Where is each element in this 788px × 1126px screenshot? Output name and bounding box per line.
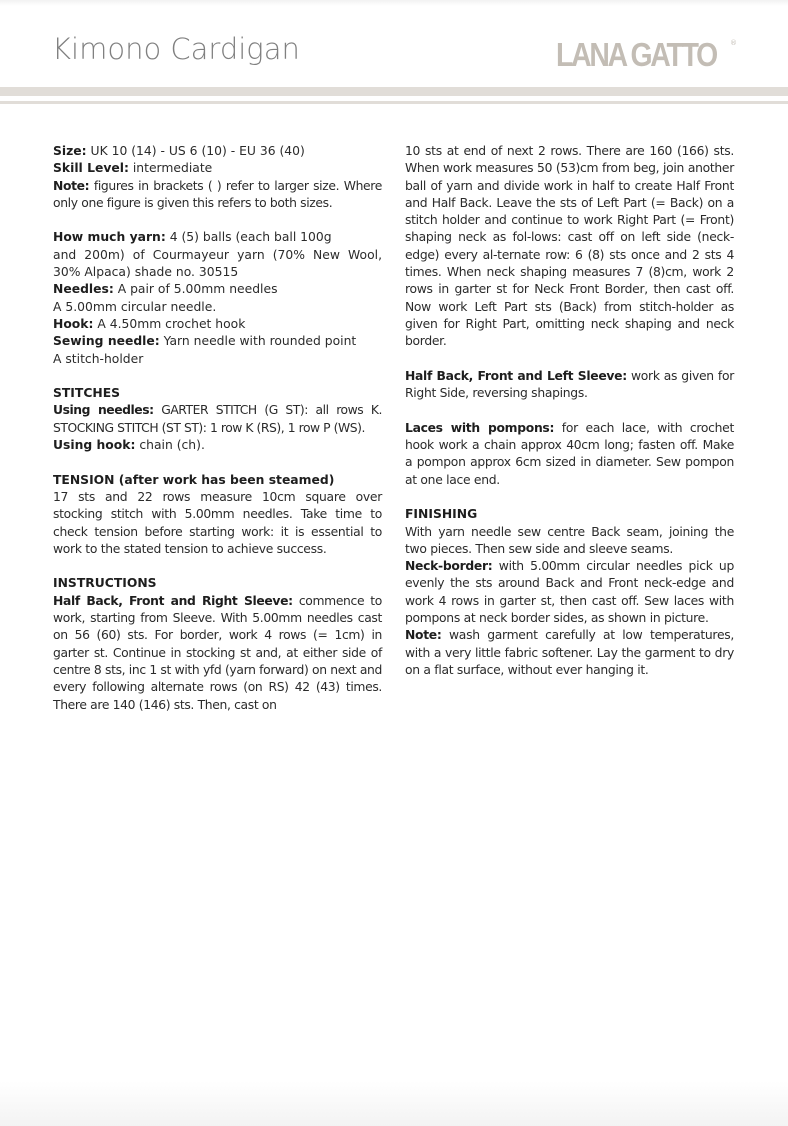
using-hook-label: Using hook: <box>53 438 136 453</box>
neck-border-label: Neck-border: <box>405 559 493 574</box>
instructions-heading: INSTRUCTIONS <box>53 576 157 591</box>
sewing-needle-line <box>53 333 382 350</box>
left-sleeve-label: Half Back, Front and Left Sleeve: <box>405 368 627 383</box>
sewing-value: Yarn needle with rounded point <box>159 334 357 349</box>
laces-text: for each lace, with crochet hook work a chain approx 40cm long; fasten off. Make a pompon approx 6cm sized in diameter. Sew pompon at one lace end. <box>405 420 735 487</box>
yarn-value-1: 4 (5) balls (each ball 100g <box>165 230 332 245</box>
circular-needle-line: A 5.00mm circular needle. <box>53 299 217 314</box>
finishing-heading: FINISHING <box>405 507 478 522</box>
right-column <box>405 143 734 679</box>
yarn-label: How much yarn: <box>53 230 166 245</box>
right-sleeve-label: Half Back, Front and Right Sleeve: <box>53 593 293 608</box>
size-value: UK 10 (14) - US 6 (10) - EU 36 (40) <box>86 144 305 158</box>
needles-label: Needles: <box>53 282 114 297</box>
yarn-line-2 <box>53 247 382 282</box>
page-title: Kimono Cardigan <box>52 32 300 66</box>
needles-line <box>53 281 382 298</box>
skill-line <box>53 160 382 177</box>
note-paragraph <box>53 178 382 213</box>
logo-wordmark: LANA GATTO <box>556 36 717 73</box>
hook-label: Hook: <box>53 316 94 331</box>
stitch-holder-line: A stitch-holder <box>53 351 144 366</box>
using-needles-label: Using needles: <box>53 403 154 418</box>
right-sleeve-paragraph <box>53 593 382 714</box>
tension-heading: TENSION (after work has been steamed) <box>53 472 335 487</box>
right-sleeve-text: commence to work, starting from Sleeve. With 5.00mm needles cast on 56 (60) sts. For border, work 4 rows (= 1cm) in garter st. Continue in stocking st and, at either side of centre 8 sts, inc 1 st with yfd (yarn forward) on next and every following alternate rows (on RS) 42 (43) times. There are 140 (146) sts. Then, cast on <box>53 593 382 712</box>
neck-border-paragraph <box>405 558 734 627</box>
size-label: Size: <box>53 144 87 158</box>
bottom-edge-shade <box>0 1081 788 1126</box>
yarn-value-2: and 200m) of Courmayeur yarn (70% New Wool, 30% Alpaca) shade no. 30515 <box>53 247 382 280</box>
final-note-text: wash garment carefully at low temperatures, with a very little fabric softener. Lay the garment to dry on a flat surface, without ever hanging it. <box>405 628 734 677</box>
stitches-heading: STITCHES <box>53 386 121 401</box>
registered-mark: ® <box>730 39 737 47</box>
header-divider-thin <box>0 101 788 104</box>
needles-value: A pair of 5.00mm needles <box>113 282 278 297</box>
using-hook-value: chain (ch). <box>135 438 205 453</box>
using-needles-paragraph <box>53 402 382 437</box>
note-value: figures in brackets ( ) refer to larger size. Where only one figure is given this refers to both sizes. <box>53 178 382 210</box>
brand-logo <box>556 38 742 72</box>
using-hook-line <box>53 437 382 454</box>
neck-border-text: with 5.00mm circular needles pick up evenly the sts around Back and Front neck-edge and work 4 rows in garter st, then cast off. Sew laces with pompons at neck border sides, as shown in picture. <box>405 559 734 626</box>
skill-label: Skill Level: <box>53 161 129 176</box>
finishing-paragraph: With yarn needle sew centre Back seam, joining the two pieces. Then sew side and sleeve seams. <box>405 524 734 556</box>
top-edge-shade <box>0 0 788 6</box>
left-sleeve-paragraph <box>405 368 734 403</box>
size-line <box>53 143 382 160</box>
final-note-paragraph <box>405 627 734 679</box>
continuation-paragraph: 10 sts at end of next 2 rows. There are 160 (166) sts. When work measures 50 (53)cm from beg, join another ball of yarn and divide work in half to create Half Front and Half Back. Leave the sts of Left Part (= Back) on a stitch holder and continue to work Right Part (= Front) shaping neck as fol-lows: cast off on left side (neck-edge) every al-ternate row: 6 (8) sts once and 2 sts 4 times. When neck shaping measures 7 (8)cm, work 2 rows in garter st for Neck Front Border, then cast off. Now work Left Part sts (Back) from stitch-holder as given for Right Part, omitting neck shaping and neck border. <box>405 144 734 349</box>
using-needles-value: GARTER STITCH (G ST): all rows K. STOCKING STITCH (ST ST): 1 row K (RS), 1 row P (WS). <box>53 403 383 435</box>
laces-paragraph <box>405 420 734 489</box>
tension-paragraph: 17 sts and 22 rows measure 10cm square over stocking stitch with 5.00mm needles. Take time to check tension before starting work: it is essential to work to the stated tension to achieve success. <box>53 489 382 556</box>
hook-line <box>53 316 382 333</box>
final-note-label: Note: <box>405 628 442 643</box>
header-divider-thick <box>0 87 788 96</box>
note-label: Note: <box>53 178 90 193</box>
hook-value: A 4.50mm crochet hook <box>93 316 246 331</box>
laces-label: Laces with pompons: <box>405 420 555 435</box>
sewing-label: Sewing needle: <box>53 334 160 349</box>
skill-value: intermediate <box>128 161 213 176</box>
yarn-line-1 <box>53 229 382 246</box>
left-column <box>53 143 382 714</box>
left-sleeve-text: work as given for Right Side, reversing shapings. <box>405 368 734 401</box>
